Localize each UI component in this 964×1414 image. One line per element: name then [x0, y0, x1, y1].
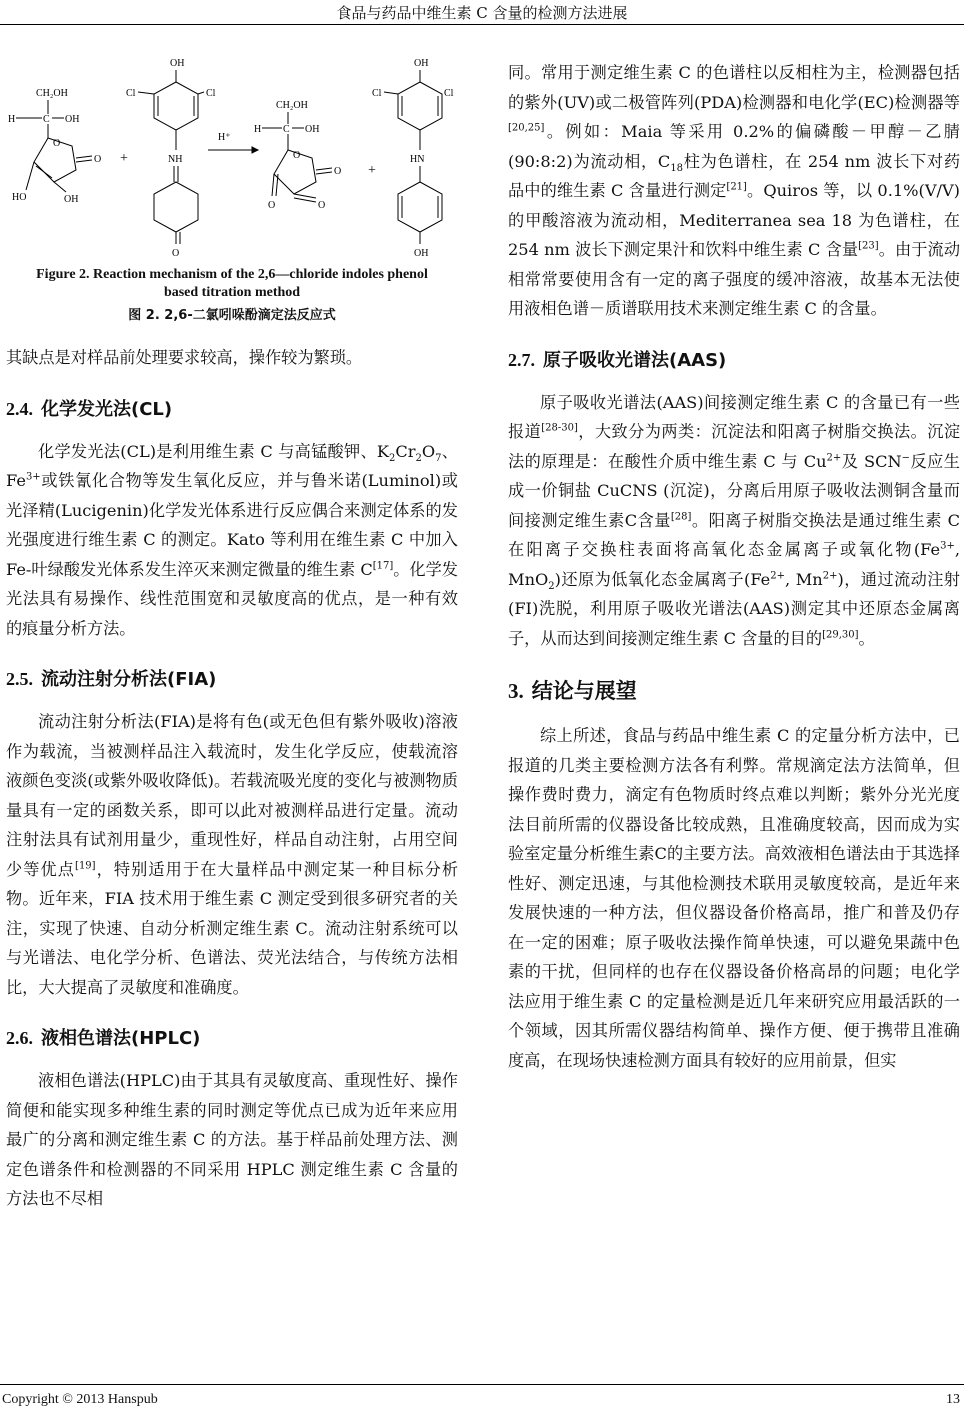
citation: [29,30] [822, 629, 859, 641]
svg-text:C: C [283, 124, 290, 135]
copyright: Copyright © 2013 Hanspub [2, 1392, 158, 1407]
right-column [508, 58, 960, 1075]
reaction-scheme-diagram [6, 58, 458, 260]
paragraph-aas: 原子吸收光谱法(AAS)间接测定维生素 C 的含量已有一些报道[28-30]，大致分为两类：沉淀法和阳离子树脂交换法。沉淀法的原理是：在酸性介质中维生素 C 与 $Cu^{2+}$及 SCN−反应生成一价铜盐 CuCNS (沉淀)，分离后用原子吸收法测铜含量而间接测定维生素C含量[28]。阳离子树脂交换法是通过维生素 C 在阳离子交换柱表面将高氧化态金属离子或氧化物($Fe^{3+}$, MnO$_2$)还原为低氧化态金属离子($Fe^{2+}$, $Mn^{2+}$)，通过流动注射(FI)洗脱，利用原子吸收光谱法(AAS)测定其中还原态金属离子，从而达到间接测定维生素 C 含量的目的[29,30]。 [508, 392, 961, 648]
svg-text:+: + [120, 151, 128, 166]
svg-text:+: + [368, 163, 376, 178]
svg-text:O: O [53, 138, 61, 149]
citation: [28-30] [541, 422, 578, 434]
svg-text:Cl: Cl [372, 88, 382, 99]
svg-text:OH: OH [65, 114, 80, 125]
paragraph-fia: 流动注射分析法(FIA)是将有色(或无色但有紫外吸收)溶液作为载流，当被测样品注入载流时，发生化学反应，使载流溶液颜色变淡(或紫外吸收降低)。若载流吸光度的变化与被测物质量具有一定的函数关系，即可以此对被测样品进行定量。流动注射法具有试剂用量少，重现性好，样品自动注射，占用空间少等优点[19]，特别适用于在大量样品中测定某一种目标分析物。近年来，FIA 技术用于维生素 C 测定受到很多研究者的关注，实现了快速、自动分析测定维生素 C。流动注射系统可以与光谱法、电化学分析、色谱法、荧光法结合，与传统方法相比，大大提高了灵敏度和准确度。 [6, 712, 459, 997]
svg-text:H: H [254, 124, 262, 135]
section-heading-2-6: 2.6. 液相色谱法(HPLC) [6, 1028, 201, 1049]
section-heading-2-4: 2.4. 化学发光法(CL) [6, 398, 173, 420]
ascorbic-acid-structure [8, 88, 101, 205]
section-heading-2-5: 2.5. 流动注射分析法(FIA) [6, 669, 217, 690]
svg-text:NH: NH [168, 154, 183, 165]
reduced-dcpip-structure [372, 58, 454, 259]
svg-text:CH₂OH: CH₂OH [36, 88, 68, 99]
dehydroascorbic-acid-structure [254, 100, 341, 211]
paragraph-cl: 化学发光法(CL)是利用维生素 C 与高锰酸钾、$K_2Cr_2O_7$、$Fe^{3+}$或铁氰化合物等发生氧化反应，并与鲁米诺(Luminol)或光泽精(Lucigenin)化学发光体系进行反应偶合来测定体系的发光强度进行维生素 C 的测定。Kato 等利用在维生素 C 中加入 Fe-叶绿酸发光体系发生淬灭来测定微量的维生素 C[17]。化学发光法具有易操作、线性范围宽和灵敏度高的优点，是一种有效的痕量分析方法。 [6, 441, 458, 638]
paragraph-continued: 其缺点是对样品前处理要求较高，操作较为繁琐。 [6, 348, 363, 367]
svg-text:Cl: Cl [206, 88, 216, 99]
header-rule [0, 24, 964, 25]
page-number: 13 [946, 1392, 960, 1407]
svg-text:HO: HO [12, 192, 27, 203]
citation: [28] [670, 511, 692, 523]
paragraph-hplc-continued: 同。常用于测定维生素 C 的色谱柱以反相柱为主，检测器包括的紫外(UV)或二极管阵列(PDA)检测器和电化学(EC)检测器等[20,25]。例如：Maia 等采用 0.2%的偏磷酸－甲醇－乙腈 (90:8:2)为流动相，$C_{18}$柱为色谱柱，在 254 nm 波长下对药品中的维生素 C 含量进行测定[21]。Quiros 等，以 0.1%(V/V)的甲酸溶液为流动相，Mediterranea sea 18 为色谱柱，在 254 nm 波长下测定果汁和饮料中维生素 C 含量[23]。由于流动相常常要使用含有一定的离子强度的缓冲溶液，故基本无法使用液相色谱－质谱联用技术来测定维生素 C 的含量。 [508, 63, 961, 318]
citation: [19] [75, 860, 96, 872]
figure-caption-zh: 图 2. 2,6-二氯吲哚酚滴定法反应式 [128, 308, 336, 323]
reaction-figure [6, 58, 458, 260]
paragraph-hplc: 液相色谱法(HPLC)由于其具有灵敏度高、重现性好、操作简便和能实现多种维生素的同时测定等优点已成为近年来应用最广的分离和测定维生素 C 的方法。基于样品前处理方法、测定色谱条件和检测器的不同采用 HPLC 测定维生素 C 含量的方法也不尽相 [6, 1071, 458, 1208]
svg-text:OH: OH [64, 194, 79, 205]
svg-text:O: O [334, 166, 342, 177]
citation: [21] [726, 181, 747, 193]
section-heading-3: 3. 结论与展望 [508, 679, 637, 703]
svg-text:O: O [293, 150, 301, 161]
figure-caption-en [6, 266, 458, 302]
figure-caption-en-line2: based titration method [163, 285, 301, 300]
citation: [20,25] [508, 122, 545, 134]
citation: [23] [858, 240, 879, 252]
paragraph-conclusion: 综上所述，食品与药品中维生素 C 的定量分析方法中，已报道的几类主要检测方法各有利弊。常规滴定法方法简单，但操作费时费力，滴定有色物质时终点难以判断；紫外分光光度法目前所需的仪器设备比较成熟，且准确度较高，因而成为实验室定量分析维生素C的主要方法。高效液相色谱法由于其选择性好、测定迅速，与其他检测技术联用灵敏度较高，是近年来发展快速的一种方法，但仪器设备价格高昂，推广和普及仍存在一定的困难；原子吸收法操作简单快速，可以避免果蔬中色素的干扰，但同样的也存在仪器设备价格高昂的问题；电化学法应用于维生素 C 的定量检测是近几年来研究应用最活跃的一个领域，因其所需仪器结构简单、操作方便、便于携带且准确度高，在现场快速检测方面具有较好的应用前景，但实 [508, 726, 960, 1070]
svg-text:O: O [318, 200, 326, 211]
svg-text:HN: HN [410, 154, 425, 165]
footer-rule [0, 1384, 964, 1385]
svg-text:H: H [8, 114, 16, 125]
left-column [6, 58, 458, 1214]
svg-text:Cl: Cl [444, 88, 454, 99]
svg-text:O: O [94, 154, 102, 165]
citation: [17] [372, 560, 394, 572]
svg-text:O: O [172, 248, 180, 259]
svg-text:H⁺: H⁺ [218, 132, 231, 143]
svg-text:O: O [268, 200, 276, 211]
figure-caption-en-line1: Figure 2. Reaction mechanism of the 2,6—chloride indoles phenol [36, 267, 428, 282]
svg-text:OH: OH [305, 124, 320, 135]
svg-text:OH: OH [414, 248, 429, 259]
dcpip-structure [126, 58, 216, 259]
svg-text:OH: OH [170, 58, 185, 69]
running-header: 食品与药品中维生素 C 含量的检测方法进展 [336, 4, 628, 22]
svg-text:CH₂OH: CH₂OH [276, 100, 308, 111]
section-heading-2-7: 2.7. 原子吸收光谱法(AAS) [508, 349, 727, 371]
svg-text:Cl: Cl [126, 88, 136, 99]
svg-text:C: C [43, 114, 50, 125]
svg-text:OH: OH [414, 58, 429, 69]
